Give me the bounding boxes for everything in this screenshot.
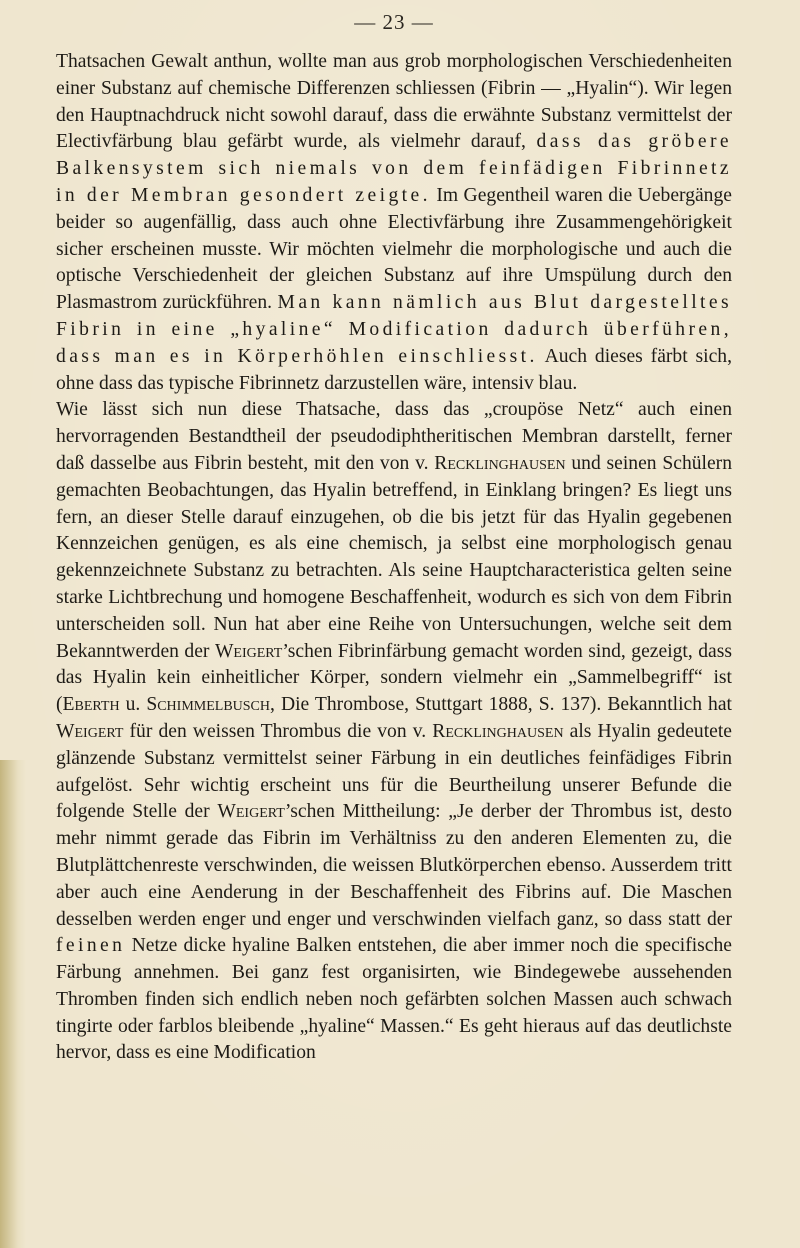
text-run: als Hyalin gedeutete glänzende Substanz vermittelst seiner Färbung in ein deutliches feinfädiges Fibrin aufgelöst. Sehr wichtig erscheint uns für die Beurtheilung unserer Befunde die folgende Stelle der (56, 720, 732, 823)
author-name: Weigert (217, 801, 285, 823)
text-run: Netze dicke hyaline Balken entstehen, die aber immer noch die specifische Färbung annehmen. Bei ganz fest organisirten, wie Bindegewebe aussehenden Thromben finden sich endlich neben noch gefärbten solchen Massen auch schwach tingirte oder farblos bleibende „hyaline“ Massen.“ Es geht hieraus auf das deutlichste hervor, dass es eine Modification (56, 935, 732, 1064)
paragraph-2 (56, 397, 732, 1067)
text-run: Im Gegentheil waren die Uebergänge beider so augenfällig, dass auch ohne Electivfärbung ihre Zusammengehörigkeit sicher erscheinen musste. Wir möchten vielmehr die morphologische und auch die optische Verschiedenheit der gleichen Substanz auf ihre Umspülung durch den Plasmastrom zurückführen. (56, 184, 732, 314)
emphasized-text: dass das gröbere Balkensystem sich niemals von dem feinfädigen Fibrinnetz in der Membran gesondert zeigte. (56, 131, 732, 206)
body-text (56, 49, 732, 1067)
emphasized-text: feinen (56, 935, 126, 957)
author-name: Eberth (62, 694, 120, 716)
text-run: ’schen Mittheilung: „Je derber der Thrombus ist, desto mehr nimmt gerade das Fibrin im Verhältniss zu den anderen Elementen zu, die Blutplättchenreste verschwinden, die weissen Blutkörperchen ebenso. Ausserdem tritt aber auch eine Aenderung in der Beschaffenheit des Fibrins auf. Die Maschen desselben werden enger und enger und verschwinden vielfach ganz, so dass statt der (56, 801, 732, 930)
paragraph-1 (56, 49, 732, 397)
text-run: Auch dieses färbt sich, ohne dass das typische Fibrinnetz darzustellen wäre, intensiv blau. (56, 345, 732, 394)
emphasized-text: Man kann nämlich aus Blut dargestelltes Fibrin in eine „hyaline“ Modification dadurch überführen, dass man es in Körperhöhlen einschliesst. (56, 292, 732, 367)
author-name: Weigert (214, 640, 283, 662)
page-edge-stain (0, 760, 26, 1248)
text-run: und seinen Schülern gemachten Beobachtungen, das Hyalin betreffend, in Einklang bringen? Es liegt uns fern, an dieser Stelle darauf einzugehen, ob die bis jetzt für das Hyalin gegebenen Kennzeichen genügen, es als eine chemisch, ja selbst eine morphologisch genau gekennzeichnete Substanz zu betrachten. Als seine Hauptcharacteristica gelten seine starke Lichtbrechung und homogene Beschaffenheit, wodurch es sich von dem Fibrin unterscheiden soll. Nun hat aber eine Reihe von Untersuchungen, welche seit dem Bekanntwerden der (56, 452, 732, 662)
text-run: für den weissen Thrombus die von v. (123, 720, 433, 742)
page-number: — 23 — (354, 10, 434, 34)
author-name: Recklinghausen (434, 452, 566, 474)
author-name: Weigert (56, 720, 124, 742)
text-run: u. (119, 694, 147, 716)
text-run: ’schen Fibrinfärbung gemacht worden sind, gezeigt, dass das Hyalin kein einheitlicher Körper, sondern vielmehr ein „Sammelbegriff“ ist ( (56, 640, 732, 716)
text-run: Wie lässt sich nun diese Thatsache, dass das „croupöse Netz“ auch einen hervorragenden Bestandtheil der pseudodiphtheritischen Membran darstellt, ferner daß dasselbe aus Fibrin besteht, mit den von v. (56, 399, 732, 474)
text-run: Thatsachen Gewalt anthun, wollte man aus grob morphologischen Verschiedenheiten einer Substanz auf chemische Differenzen schliessen (Fibrin — „Hyalin“). Wir legen den Hauptnachdruck nicht sowohl darauf, dass die erwähnte Substanz vermittelst der Electivfärbung blau gefärbt wurde, als vielmehr darauf, (56, 51, 732, 153)
text-run: , Die Thrombose, Stuttgart 1888, S. 137). Bekanntlich hat (270, 694, 732, 716)
author-name: Recklinghausen (432, 720, 564, 742)
author-name: Schimmelbusch (146, 694, 271, 716)
